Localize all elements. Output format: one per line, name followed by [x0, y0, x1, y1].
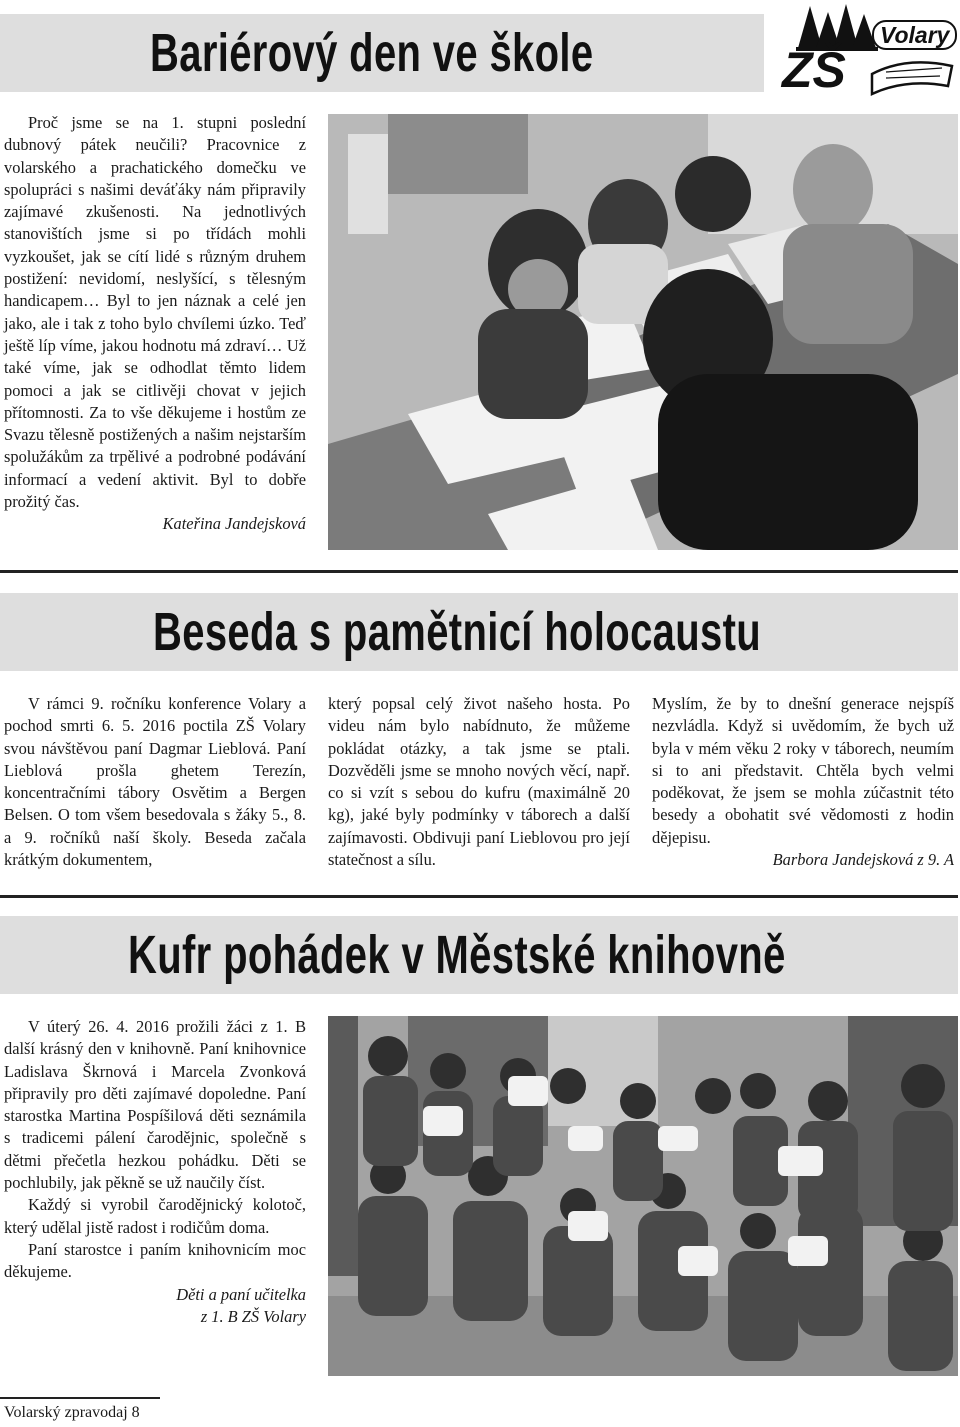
article3-paragraph: V úterý 26. 4. 2016 prožili žáci z 1. B další krásný den v knihovně. Paní knihovnice Ladislava Škrnová i Marcela Zvonková připravily pro děti zajímavé dopoledne. Paní starostka Martina Pospíšilová děti seznámila s tradicemi pálení čarodějnic, společně s dětmi přečetla hezkou pohádku. Děti se pochlubily, jak pěkně se už naučily číst. [4, 1017, 306, 1193]
article3-author-line1: Děti a paní učitelka [176, 1284, 306, 1304]
article2-column-3 [652, 693, 954, 871]
article2-col3-text: Myslím, že by to dnešní generace nejspíš nezvládla. Když si uvědomím, že bych už byla v mém věku 2 roky v táborech, neumím si to ani představit. Chtěla bych velmi poděkovat, že jsem se mohla zúčastnit této besedy a obohatit své vědomosti z hodin dějepisu. [652, 694, 954, 847]
page-footer: Volarský zpravodaj 8 [4, 1404, 140, 1421]
article3-author-line2: z 1. B ZŠ Volary [200, 1306, 306, 1326]
article1-paragraph: Proč jsme se na 1. stupni poslední dubnový pátek neučili? Pracovnice z volarského a prachatického domečku ve spolupráci s našimi deváťáky nám připravily zajímavé zkušenosti. Na jednotlivých stanovištích jsme si po třídách mohli vyzkoušet, jak se cítí lidé s různým druhem postižení: nevidomí, neslyšící, s tělesným handicapem… Byl to jen náznak a celé jen jako, ale i tak z toho bylo chvílemi úzko. Teď ještě líp víme, jakou hodnotu má zdraví… Už také víme, jak se odhodlat těmto lidem pomoci a jak se citlivěji chovat v jejich přítomnosti. Za to vše děkujeme i hostům ze Svazu tělesně postižených a našim nejstarším spolužákům za trpělivé a podrobné podávání informací a vedení aktivit. Byl to dobře prožitý čas. [4, 113, 306, 512]
article1-text [4, 112, 306, 536]
logo-town-text: Volary [872, 20, 957, 50]
article2-title: Beseda s pamětnicí holocaustu [153, 602, 762, 662]
article3-paragraph: Každý si vyrobil čarodějnický kolotoč, který udělal jistě radost i rodičům doma. [4, 1195, 306, 1237]
school-logo [776, 2, 958, 98]
section-divider [0, 895, 958, 898]
logo-zs-text: ZŠ [782, 42, 846, 98]
article3-text [4, 1016, 306, 1328]
article3-paragraph: Paní starostce i paním knihovnicím moc děkujeme. [4, 1239, 306, 1282]
article2-column-1 [4, 693, 306, 871]
article1-title: Bariérový den ve škole [150, 23, 594, 83]
article2-column-2 [328, 693, 630, 871]
article3-photo [328, 1016, 958, 1376]
article2-col1-text: V rámci 9. ročníku konference Volary a pochod smrti 6. 5. 2016 poctila ZŠ Volary svou návštěvou paní Dagmar Lieblová. Paní Lieblová prošla ghetem Terezín, koncentračními tábory Osvětim a Bergen Belsen. O tom všem besedovala s žáky 5., 8. a 9. ročníků naší školy. Beseda začala krátkým dokumentem, [4, 694, 306, 870]
article2-col2-text: který popsal celý život našeho hosta. Po videu nám bylo nabídnuto, že můžeme pokládat otázky, a tak jsme se ptali. Dozvěděli jsme se mnoho nových věcí, např. co si vzít s sebou do kufru (maximálně 20 kg), jaké byly podmínky v táborech a další zajímavosti. Obdivuji paní Lieblovou pro její statečnost a sílu. [328, 694, 630, 870]
article1-author: Kateřina Jandejsková [162, 514, 306, 534]
article2-author: Barbora Jandejsková z 9. A [772, 850, 954, 870]
footer-rule [0, 1397, 160, 1399]
article1-photo [328, 114, 958, 550]
section-divider [0, 570, 958, 573]
article3-title: Kufr pohádek v Městské knihovně [128, 925, 786, 985]
